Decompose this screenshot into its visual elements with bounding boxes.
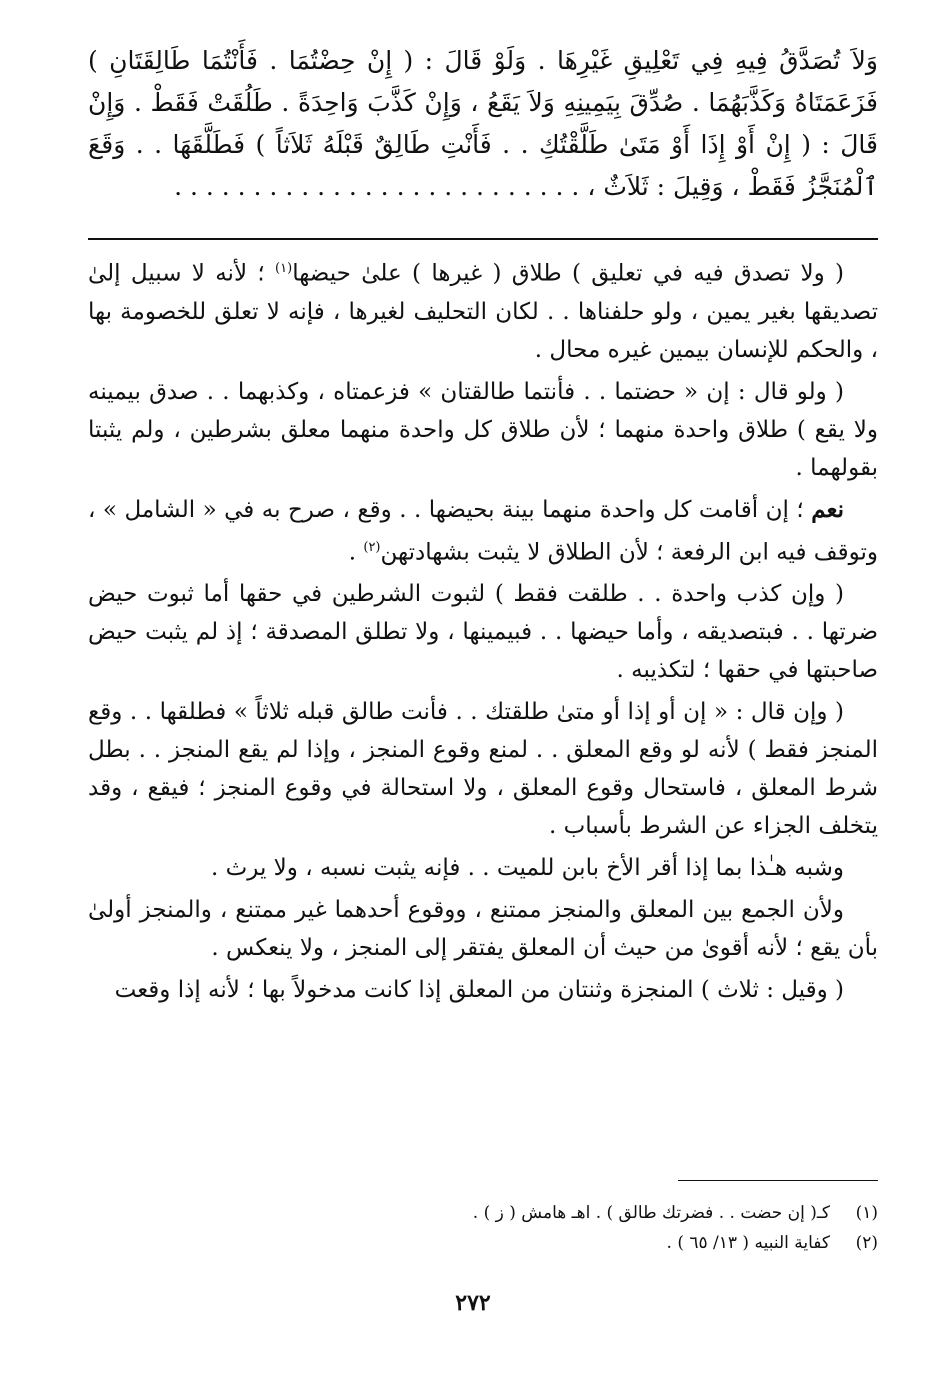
- sharh-section: [88, 250, 878, 1009]
- footnote-separator: [678, 1180, 878, 1181]
- footnote-text: كـ( إن حضت . . فضرتك طالق ) . اهـ هامش ( ز ) .: [472, 1203, 830, 1223]
- footnotes: [88, 1198, 878, 1258]
- sharh-paragraph-5: ( وإن قال : « إن أو إذا أو متىٰ طلقتك . . فأنت طالق قبله ثلاثاً » فطلقها . . وقع المنجز فقط ) لأنه لو وقع المعلق . . لمنع وقوع المنجز ، وإذا لم يقع المنجز . . بطل شرط المعلق ، فاستحال وقوع المعلق ، ولا استحالة في وقوع المنجز ؛ فيقع ، وقد يتخلف الجزاء عن الشرط بأسباب .: [88, 699, 878, 840]
- sharh-paragraph-8: ( وقيل : ثلاث ) المنجزة وثنتان من المعلق إذا كانت مدخولاً بها ؛ لأنه إذا وقعت: [114, 977, 844, 1004]
- sharh-paragraph-4: ( وإن كذب واحدة . . طلقت فقط ) لثبوت الشرطين في حقها أما ثبوت حيض ضرتها . . فبتصديقه ، وأما حيضها . . فبيمينها ، ولا تطلق المصدقة ؛ إذ لم يثبت حيض صاحبتها في حقها ؛ لتكذيبه .: [88, 581, 878, 684]
- footnote-number: (١): [855, 1203, 878, 1223]
- matn-content: وَلاَ تُصَدَّقُ فِيهِ فِي تَعْلِيقِ غَيْرِهَا . وَلَوْ قَالَ : ( إِنْ حِضْتُمَا . فَأَنْتُمَا طَالِقَتَانِ ) فَزَعَمَتَاهُ وَكَذَّبَهُمَا . صُدِّقَ بِيَمِينِهِ وَلاَ يَقَعُ ، وَإِنْ كَذَّبَ وَاحِدَةً . طَلُقَتْ فَقَطْ . وَإِنْ قَالَ : ( إِنْ أَوْ إِذَا أَوْ مَتَىٰ طَلَّقْتُكِ . . فَأَنْتِ طَالِقٌ قَبْلَهُ ثَلاَثاً ) فَطَلَّقَهَا . . وَقَعَ ٱلْمُنَجَّزُ فَقَطْ ، وَقِيلَ : ثَلاَثٌ ،: [88, 46, 878, 201]
- sharh-paragraph-1: [88, 250, 878, 369]
- page-body: [88, 40, 878, 1013]
- sharh-p3-bold: نعم: [811, 495, 844, 523]
- sharh-p3-text: ؛ إن أقامت كل واحدة منهما بينة بحيضها . . وقع ، صرح به في « الشامل » ، وتوقف فيه ابن الرفعة ؛ لأن الطلاق لا يثبت بشهادتهن: [88, 496, 878, 566]
- matn-separator: [88, 238, 878, 240]
- sharh-p3-end: .: [348, 539, 364, 566]
- footnote-1: [88, 1198, 878, 1228]
- sharh-paragraph-2: ( ولو قال : إن « حضتما . . فأنتما طالقتان » فزعمتاه ، وكذبهما . . صدق بيمينه ولا يقع ) طلاق واحدة منهما ؛ لأن طلاق كل واحدة منهما معلق بشرطين ، ولم يثبتا بقولهما .: [88, 378, 878, 481]
- matn-text: [88, 40, 878, 208]
- sharh-paragraph-3: [88, 491, 878, 572]
- footnote-ref-1: (١): [275, 261, 293, 276]
- footnote-ref-2: (٢): [363, 539, 381, 555]
- sharh-p1-text: ( ولا تصدق فيه في تعليق ) طلاق ( غيرها ) علىٰ حيضها: [292, 260, 845, 287]
- footnote-number: (٢): [855, 1233, 878, 1253]
- sharh-paragraph-7: ولأن الجمع بين المعلق والمنجز ممتنع ، ووقوع أحدهما غير ممتنع ، والمنجز أولىٰ بأن يقع ؛ لأنه أقوىٰ من حيث أن المعلق يفتقر إلى المنجز ، ولا ينعكس .: [88, 897, 878, 962]
- sharh-paragraph-6: وشبه هـٰذا بما إذا أقر الأخ بابن للميت . . فإنه يثبت نسبه ، ولا يرث .: [211, 855, 844, 882]
- page-number: ٢٧٢: [455, 1290, 491, 1316]
- sharh-p1-rest: ؛ لأنه لا سبيل إلىٰ تصديقها بغير يمين ، ولو حلفناها . . لكان التحليف لغيرها ، فإنه لا تعلق للخصومة بها ، والحكم للإنسان بيمين غيره محال .: [88, 260, 878, 363]
- footnote-text: كفاية النبيه ( ١٣/ ٦٥ ) .: [666, 1233, 830, 1253]
- matn-dots: . . . . . . . . . . . . . . . . . . . . . . . . . .: [174, 172, 580, 201]
- footnote-2: [88, 1228, 878, 1258]
